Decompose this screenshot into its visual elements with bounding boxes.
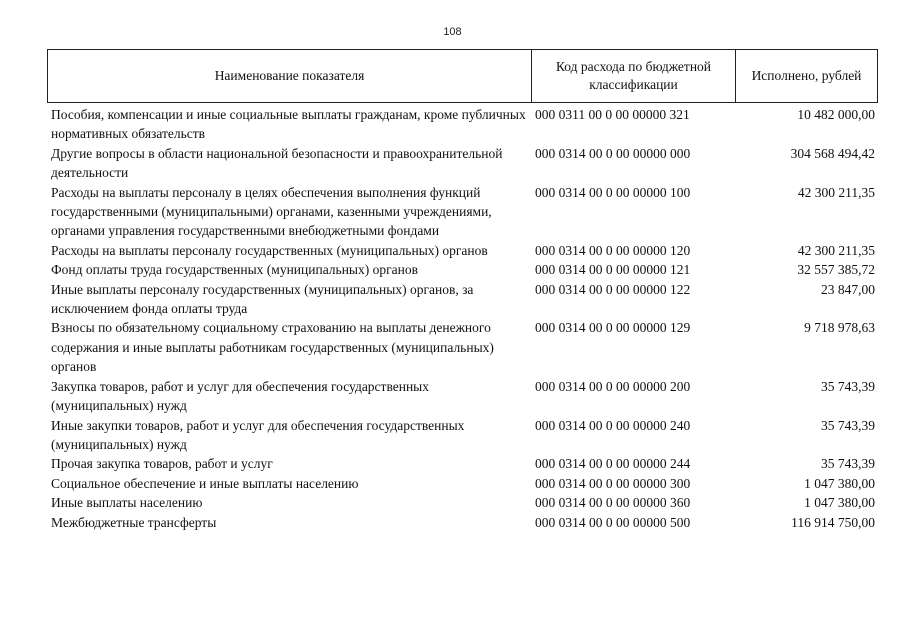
table-row [51,241,878,260]
row-name: Расходы на выплаты персоналу в целях обеспечения выполнения функций государственными (муниципальными) органами, казенными учреждениями, органами управления государственными внебюджетными фондами [51,184,492,239]
table-row [51,183,878,241]
header-budget-code: Код расхода по бюджетной классификации [532,50,736,102]
table-row [51,318,878,376]
row-code: 000 0314 00 0 00 00000 120 [535,242,691,258]
table-row [51,377,878,416]
table-header [47,49,878,103]
row-name: Фонд оплаты труда государственных (муниципальных) органов [51,262,418,278]
row-name: Прочая закупка товаров, работ и услуг [51,456,273,472]
row-amount: 35 743,39 [821,417,875,433]
row-name: Социальное обеспечение и иные выплаты населению [51,475,359,491]
row-amount: 304 568 494,42 [790,145,875,161]
row-amount: 35 743,39 [821,378,875,394]
row-amount: 32 557 385,72 [797,262,875,278]
row-name: Закупка товаров, работ и услуг для обеспечения государственных (муниципальных) нужд [51,378,430,414]
row-name: Расходы на выплаты персоналу государственных (муниципальных) органов [51,242,488,258]
row-amount: 1 047 380,00 [804,495,875,511]
row-amount: 10 482 000,00 [797,107,875,122]
row-code: 000 0314 00 0 00 00000 122 [535,281,691,297]
table-row [51,144,878,183]
row-amount: 116 914 750,00 [791,514,875,530]
row-code: 000 0314 00 0 00 00000 100 [535,184,691,200]
header-executed-amount: Исполнено, рублей [751,68,862,83]
header-indicator-name: Наименование показателя [48,50,532,102]
row-code: 000 0314 00 0 00 00000 240 [535,417,691,433]
row-name: Иные выплаты населению [51,495,203,511]
table-row [51,454,878,473]
table-row [51,280,878,319]
row-code: 000 0314 00 0 00 00000 129 [535,320,691,336]
row-code: 000 0314 00 0 00 00000 000 [535,145,691,161]
row-amount: 35 743,39 [821,456,875,472]
row-code: 000 0314 00 0 00 00000 121 [535,262,691,278]
row-name: Взносы по обязательному социальному страхованию на выплаты денежного содержания и иные выплаты работникам государственных (муниципальных) органов [51,320,494,375]
row-name: Межбюджетные трансферты [51,514,217,530]
row-code: 000 0314 00 0 00 00000 200 [535,378,691,394]
row-code: 000 0314 00 0 00 00000 360 [535,495,691,511]
row-code: 000 0314 00 0 00 00000 500 [535,514,691,530]
table-row [51,493,878,512]
table-row [51,416,878,455]
row-amount: 9 718 978,63 [804,320,875,336]
table-row [51,260,878,279]
row-amount: 42 300 211,35 [797,184,875,200]
row-code: 000 0311 00 0 00 00000 321 [535,107,690,122]
row-name: Пособия, компенсации и иные социальные выплаты гражданам, кроме публичных нормативных обязательств [51,107,526,142]
row-code: 000 0314 00 0 00 00000 300 [535,475,691,491]
row-amount: 1 047 380,00 [804,475,875,491]
page-number: 108 [443,26,462,38]
table-row [51,105,878,144]
row-code: 000 0314 00 0 00 00000 244 [535,456,691,472]
table-body [51,105,878,532]
row-amount: 42 300 211,35 [797,242,875,258]
row-name: Другие вопросы в области национальной безопасности и правоохранительной деятельности [51,145,503,181]
row-amount: 23 847,00 [821,281,875,297]
row-name: Иные выплаты персоналу государственных (муниципальных) органов, за исключением фонда оплаты труда [51,281,474,317]
table-row [51,474,878,493]
row-name: Иные закупки товаров, работ и услуг для обеспечения государственных (муниципальных) нужд [51,417,465,452]
table-row [51,513,878,532]
